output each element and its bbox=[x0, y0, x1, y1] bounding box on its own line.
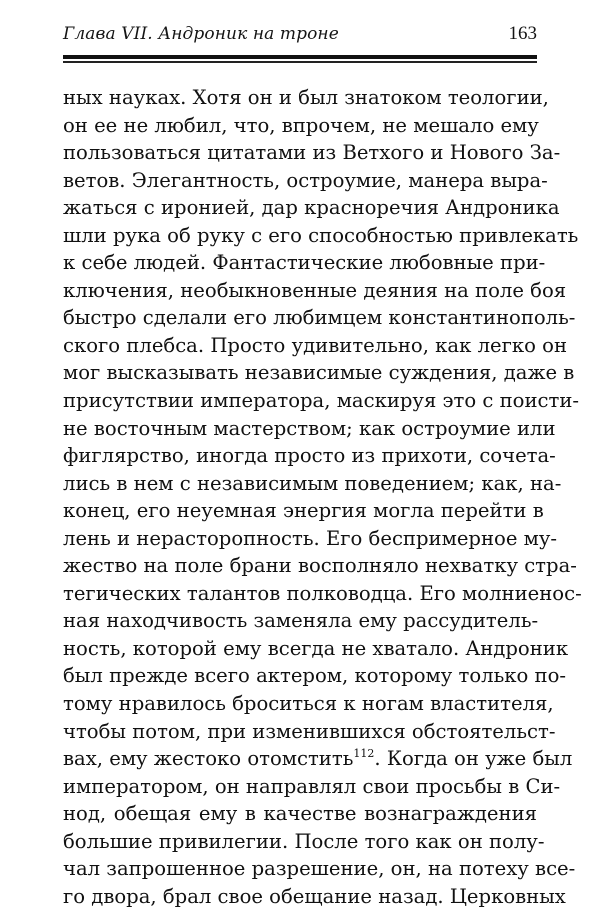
header-rule-thick bbox=[63, 55, 537, 59]
text-line: ветов. Элегантность, остроумие, манера выра- bbox=[63, 168, 548, 192]
text-line: чал запрошенное разрешение, он, на потеху все- bbox=[63, 857, 576, 881]
text-line: лись в нем с независимым поведением; как, на- bbox=[63, 471, 562, 495]
text-line-with-footnote bbox=[63, 745, 573, 773]
text-line: лень и нерасторопность. Его беспримерное му- bbox=[63, 526, 558, 550]
text-line: фиглярство, иногда просто из прихоти, сочета- bbox=[63, 444, 556, 468]
text-line: присутствии императора, маскируя это с поисти- bbox=[63, 389, 580, 413]
text-line: нод, обещая ему в качестве вознаграждения bbox=[63, 802, 537, 826]
header-rule-thin bbox=[63, 61, 537, 63]
text-line: пользоваться цитатами из Ветхого и Нового За- bbox=[63, 141, 561, 165]
text-line: быстро сделали его любимцем константинополь- bbox=[63, 306, 576, 330]
text-line: тому нравилось броситься к ногам властителя, bbox=[63, 692, 554, 716]
text-line: мог высказывать независимые суждения, даже в bbox=[63, 361, 575, 385]
text-line: ского плебса. Просто удивительно, как легко он bbox=[63, 333, 568, 357]
text-line: императором, он направлял свои просьбы в Си- bbox=[63, 774, 561, 798]
chapter-title: Глава VII. Андроник на троне bbox=[63, 24, 339, 44]
running-head bbox=[63, 23, 537, 49]
text-line: чтобы потом, при изменившихся обстоятельст- bbox=[63, 719, 556, 743]
footnote-reference[interactable]: 112 bbox=[353, 747, 375, 761]
text-line: ключения, необыкновенные деяния на поле боя bbox=[63, 278, 567, 302]
text-line: го двора, брал свое обещание назад. Церковных bbox=[63, 884, 566, 908]
text-line: к себе людей. Фантастические любовные при- bbox=[63, 251, 546, 275]
text-line: шли рука об руку с его способностью привлекать bbox=[63, 223, 579, 247]
footnote-line-before: вах, ему жестоко отомстить bbox=[63, 747, 354, 771]
text-line: был прежде всего актером, которому только по- bbox=[63, 664, 566, 688]
text-line: не восточным мастерством; как остроумие или bbox=[63, 416, 556, 440]
text-line: он ее не любил, что, впрочем, не мешало ему bbox=[63, 113, 539, 137]
book-page bbox=[63, 0, 582, 908]
text-line: ная находчивость заменяла ему рассудитель- bbox=[63, 609, 539, 633]
footnote-line-after: . Когда он уже был bbox=[374, 747, 573, 771]
text-line: жество на поле брани восполняло нехватку стра- bbox=[63, 554, 577, 578]
text-line: ность, которой ему всегда не хватало. Андроник bbox=[63, 636, 569, 660]
text-line: большие привилегии. После того как он полу- bbox=[63, 829, 545, 853]
text-line: жаться с иронией, дар красноречия Андроника bbox=[63, 196, 560, 220]
page-number: 163 bbox=[508, 23, 537, 44]
body-text bbox=[63, 84, 582, 910]
text-line: конец, его неуемная энергия могла перейти в bbox=[63, 499, 544, 523]
text-line: тегических талантов полководца. Его молниенос- bbox=[63, 581, 582, 605]
text-line: ных науках. Хотя он и был знатоком теологии, bbox=[63, 86, 549, 109]
